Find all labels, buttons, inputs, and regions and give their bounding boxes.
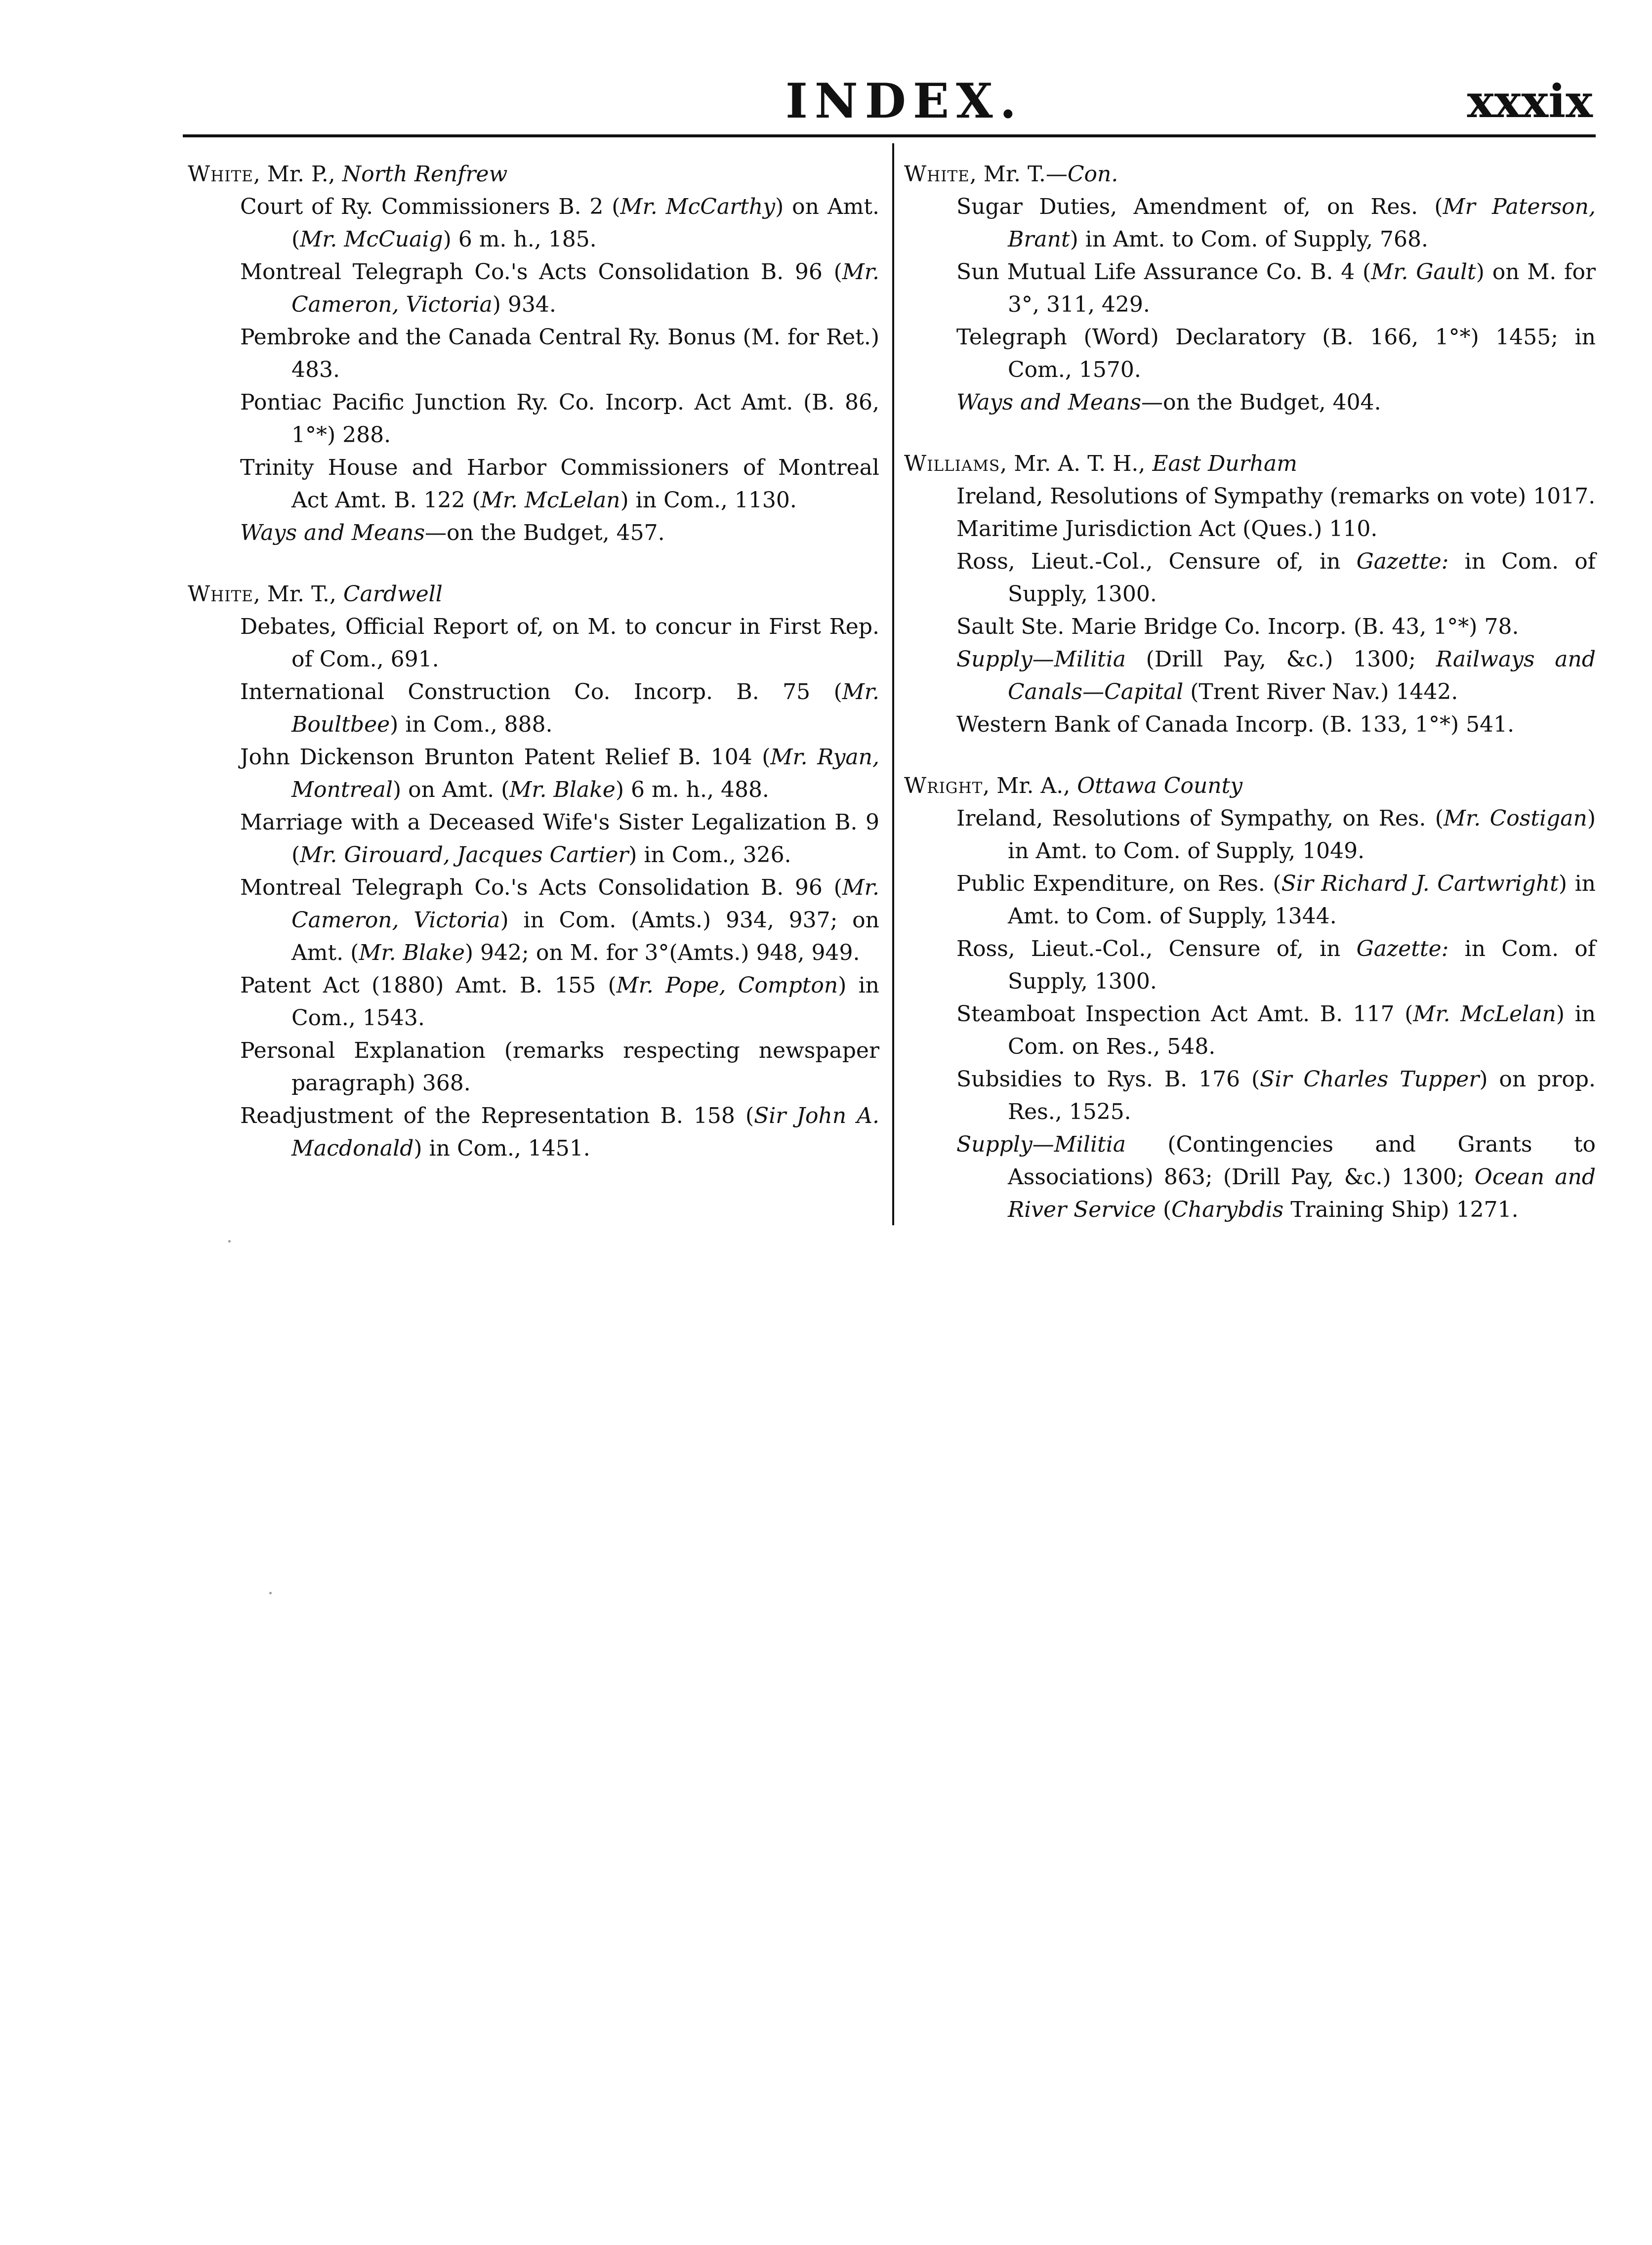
index-entry [904,770,1596,1226]
italic-segment: Ocean and River Service [1008,1164,1596,1222]
text-segment: ) in Amt. to Com. of Supply, 1344. [1008,871,1596,929]
text-segment: ) in Com., 888. [390,712,553,737]
constituency: East Durham [1152,451,1297,476]
italic-segment: Supply—Militia [956,647,1126,672]
text-segment: Court of Ry. Commissioners B. 2 ( [240,194,620,219]
index-entry [188,578,879,1165]
index-item [904,998,1596,1063]
italic-segment: Mr. Costigan [1443,806,1587,831]
index-item [904,868,1596,933]
italic-segment: Charybdis [1171,1197,1284,1222]
italic-segment: Mr. Girouard, Jacques Cartier [300,842,629,868]
text-segment: Subsidies to Rys. B. 176 ( [956,1067,1260,1092]
entry-heading [904,448,1596,480]
member-title: , Mr. P., [253,162,342,187]
column-divider [892,143,894,1225]
text-segment: Sun Mutual Life Assurance Co. B. 4 ( [956,259,1371,285]
text-segment: Ireland, Resolutions of Sympathy (remarks on vote) 1017. [956,484,1596,509]
text-segment: Pontiac Pacific Junction Ry. Co. Incorp. Act Amt. (B. 86, 1°*) 288. [240,390,879,448]
text-segment: Readjustment of the Representation B. 158 ( [240,1103,754,1128]
italic-segment: Mr. Pope, Compton [616,973,838,998]
text-segment: (Contingencies and Grants to Associations) 863; (Drill Pay, &c.) 1300; [1008,1132,1596,1190]
entry-heading [188,158,879,191]
index-item [904,513,1596,545]
scan-speck [228,1240,231,1243]
italic-segment: Mr. Blake [359,940,465,965]
text-segment: Montreal Telegraph Co.'s Acts Consolidation B. 96 ( [240,875,842,900]
text-segment: ) in Com., 326. [628,842,791,868]
index-entry [904,158,1596,419]
entry-heading [904,770,1596,802]
index-item [188,517,879,549]
index-item [904,611,1596,643]
text-segment: ) 942; on M. for 3°(Amts.) 948, 949. [464,940,860,965]
italic-segment: Mr. Ryan, Montreal [291,745,879,802]
italic-segment: Sir Charles Tupper [1260,1067,1480,1092]
italic-segment: Mr. Blake [509,777,616,802]
member-title: , Mr. A. T. H., [1000,451,1153,476]
constituency: Cardwell [343,582,443,607]
member-title: , Mr. A., [983,773,1077,798]
index-item [188,969,879,1035]
italic-segment: Ways and Means [240,520,425,545]
text-segment: ) in Com. on Res., 548. [1008,1001,1596,1059]
constituency: North Renfrew [342,162,508,187]
member-surname: White [188,162,253,187]
text-segment: Marriage with a Deceased Wife's Sister Legalization B. 9 ( [240,810,879,868]
text-segment: ) on Amt. ( [392,777,510,802]
index-item [904,802,1596,868]
index-item [904,191,1596,256]
text-segment: Telegraph (Word) Declaratory (B. 166, 1°*) 1455; in Com., 1570. [956,325,1596,382]
member-title: , Mr. T.— [969,162,1068,187]
text-segment: in Com. of Supply, 1300. [1008,936,1596,994]
scan-speck [269,1592,272,1594]
italic-segment: Mr. Gault [1371,259,1476,285]
text-segment: Ross, Lieut.-Col., Censure of, in [956,936,1357,961]
right-column [904,158,1596,1255]
text-segment: Montreal Telegraph Co.'s Acts Consolidation B. 96 ( [240,259,842,285]
italic-segment: Sir John A. Macdonald [291,1103,879,1161]
text-segment: —on the Budget, 404. [1141,390,1381,415]
text-segment: Ireland, Resolutions of Sympathy, on Res. ( [956,806,1444,831]
index-item [904,1063,1596,1128]
text-segment: ) in Com., 1130. [620,488,797,513]
text-segment: ( [1156,1197,1172,1222]
constituency: Ottawa County [1077,773,1243,798]
text-segment: Sugar Duties, Amendment of, on Res. ( [956,194,1443,219]
text-segment: ) 6 m. h., 488. [615,777,769,802]
italic-segment: Mr Paterson, Brant [1008,194,1596,252]
text-segment: ) on M. for 3°, 311, 429. [1008,259,1596,317]
text-segment: Steamboat Inspection Act Amt. B. 117 ( [956,1001,1413,1027]
index-item [904,386,1596,419]
text-segment: in Com. of Supply, 1300. [1008,549,1596,607]
text-segment: Trinity House and Harbor Commissioners of Montreal Act Amt. B. 122 ( [240,455,879,513]
index-item [188,321,879,386]
index-item [904,545,1596,611]
text-segment: ) on Amt. ( [291,194,880,252]
text-segment: Maritime Jurisdiction Act (Ques.) 110. [956,516,1378,541]
text-segment: Debates, Official Report of, on M. to concur in First Rep. of Com., 691. [240,614,879,672]
index-item [188,256,879,321]
text-segment: ) in Amt. to Com. of Supply, 768. [1070,227,1428,252]
member-title: , Mr. T., [253,582,343,607]
entry-heading [904,158,1596,191]
member-surname: White [904,162,970,187]
italic-segment: Mr. McCuaig [300,227,443,252]
text-segment: Sault Ste. Marie Bridge Co. Incorp. (B. 43, 1°*) 78. [956,614,1519,639]
text-segment: Training Ship) 1271. [1283,1197,1519,1222]
member-surname: White [188,582,253,607]
italic-segment: Mr. McLelan [480,488,620,513]
page-title: INDEX. [785,73,1023,129]
index-item [188,611,879,676]
index-item [904,480,1596,513]
index-item [188,452,879,517]
index-item [188,1100,879,1165]
text-segment: (Trent River Nav.) 1442. [1183,679,1458,705]
italic-segment: Supply—Militia [956,1132,1126,1157]
text-segment: ) in Com., 1543. [291,973,879,1031]
index-item [904,708,1596,741]
index-item [188,806,879,872]
text-segment: Personal Explanation (remarks respecting newspaper paragraph) 368. [240,1038,879,1096]
index-item [904,643,1596,708]
text-segment: Western Bank of Canada Incorp. (B. 133, 1°*) 541. [956,712,1515,737]
index-item [904,256,1596,321]
text-segment: Patent Act (1880) Amt. B. 155 ( [240,973,617,998]
text-segment: —on the Budget, 457. [425,520,665,545]
member-surname: Williams [904,451,1000,476]
index-item [904,933,1596,998]
left-column [188,158,879,1194]
text-segment: International Construction Co. Incorp. B. 75 ( [240,679,842,705]
index-item [188,741,879,806]
text-segment: ) in Com. (Amts.) 934, 937; on Amt. ( [291,908,879,965]
text-segment: ) on prop. Res., 1525. [1008,1067,1596,1124]
italic-segment: Ways and Means [956,390,1142,415]
italic-segment: Mr. Boultbee [291,679,879,737]
italic-segment: Mr. Cameron, Victoria [291,259,879,317]
constituency: Con. [1067,162,1118,187]
text-segment: ) 934. [492,292,556,317]
index-item [188,191,879,256]
text-segment: ) 6 m. h., 185. [443,227,597,252]
text-segment: (Drill Pay, &c.) 1300; [1126,647,1436,672]
text-segment: Public Expenditure, on Res. ( [956,871,1281,896]
italic-segment: Mr. Cameron, Victoria [291,875,879,933]
index-item [188,676,879,741]
member-surname: Wright [904,773,983,798]
index-item [188,386,879,452]
index-item [188,872,879,969]
page-number: xxxix [1467,75,1593,128]
index-entry [904,448,1596,741]
index-item [904,1128,1596,1226]
italic-segment: Mr. McCarthy [620,194,776,219]
index-item [188,1035,879,1100]
header-rule [183,134,1596,137]
text-segment: Ross, Lieut.-Col., Censure of, in [956,549,1357,574]
italic-segment: Gazette: [1356,936,1449,961]
text-segment: ) in Com., 1451. [413,1136,590,1161]
italic-segment: Railways and Canals—Capital [1008,647,1596,705]
text-segment: ) in Amt. to Com. of Supply, 1049. [1008,806,1596,864]
index-item [904,321,1596,386]
italic-segment: Gazette: [1356,549,1449,574]
index-entry [188,158,879,549]
italic-segment: Sir Richard J. Cartwright [1281,871,1559,896]
entry-heading [188,578,879,611]
text-segment: John Dickenson Brunton Patent Relief B. 104 ( [240,745,771,770]
text-segment: Pembroke and the Canada Central Ry. Bonus (M. for Ret.) 483. [240,325,879,382]
italic-segment: Mr. McLelan [1413,1001,1556,1027]
